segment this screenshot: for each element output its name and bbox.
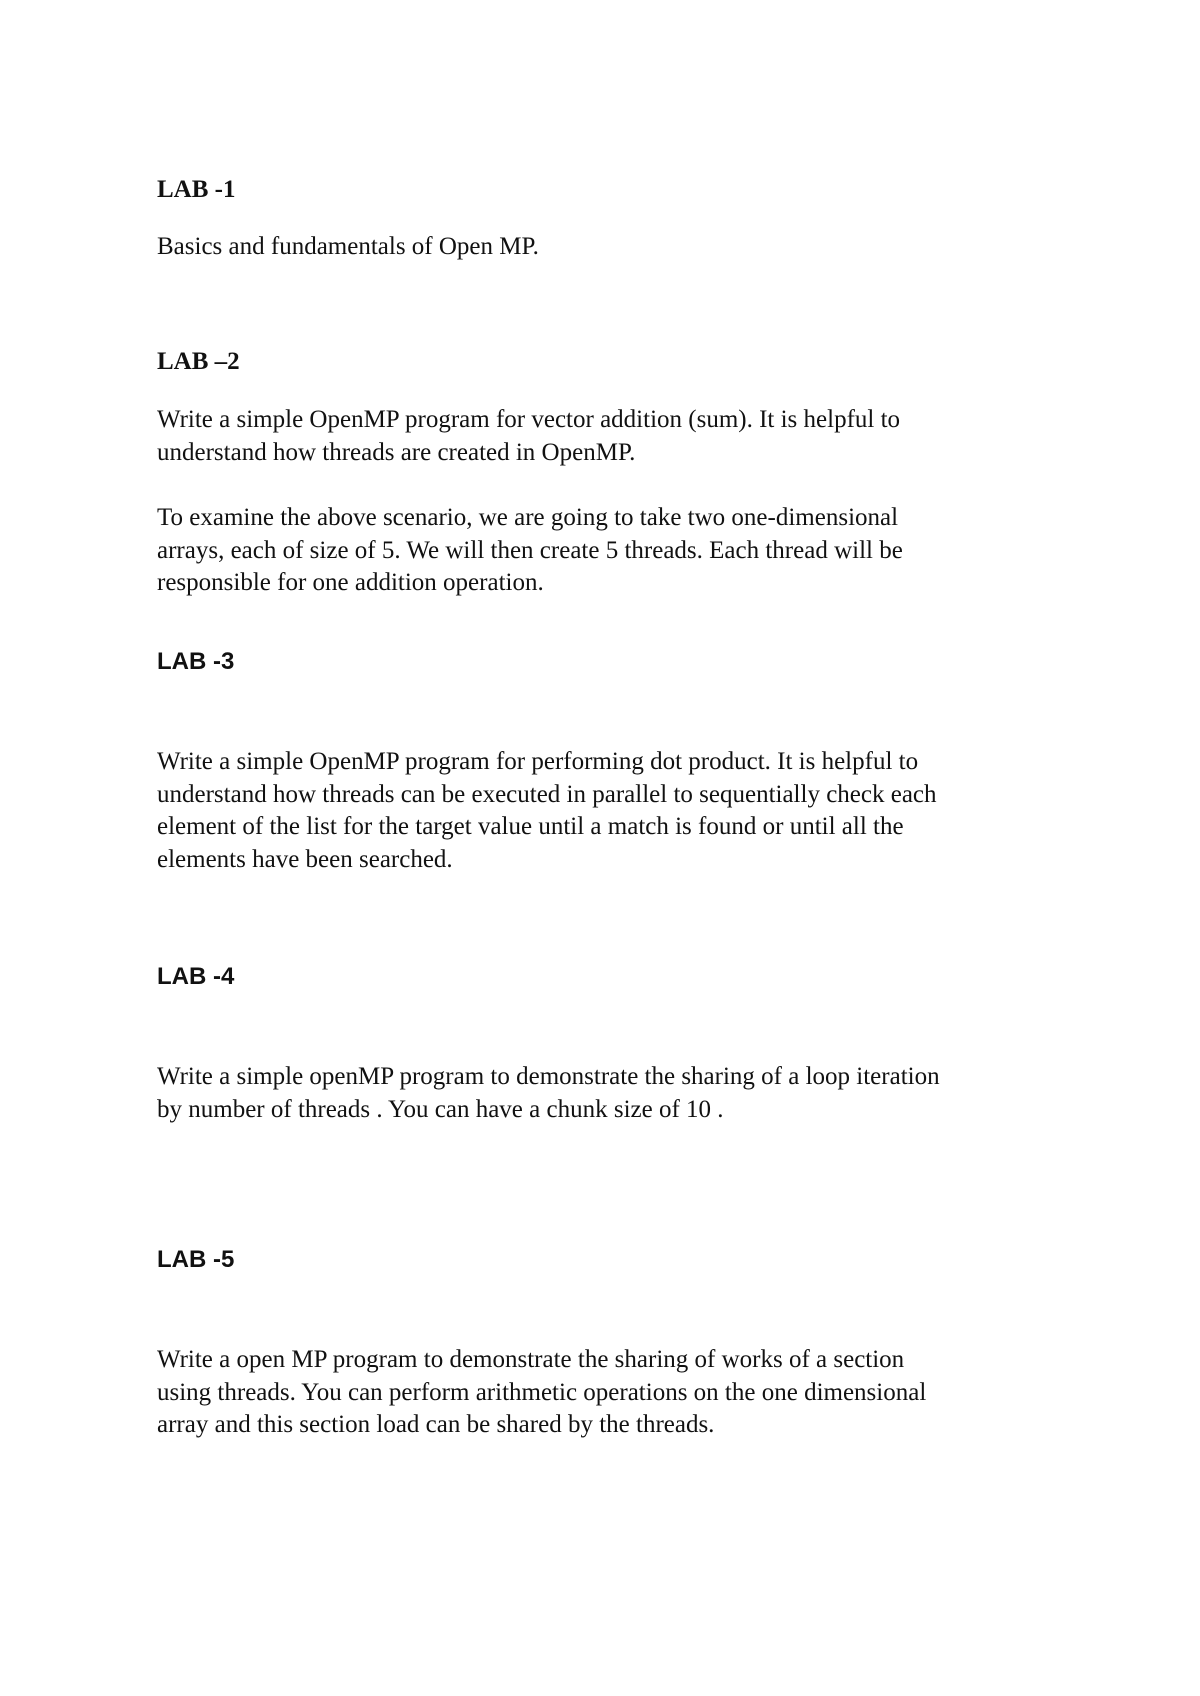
text-line: elements have been searched. bbox=[157, 845, 453, 873]
text-line: To examine the above scenario, we are going to take two one-dimensional bbox=[157, 504, 899, 531]
text-line: Write a simple OpenMP program for vector addition (sum). It is helpful to bbox=[157, 406, 901, 433]
lab-5-heading: LAB -5 bbox=[157, 1246, 235, 1273]
lab-4-heading: LAB -4 bbox=[157, 963, 235, 990]
lab-3-heading: LAB -3 bbox=[157, 648, 235, 675]
text-line: by number of threads . You can have a chunk size of 10 . bbox=[157, 1095, 724, 1123]
text-line: Write a simple OpenMP program for performing dot product. It is helpful to bbox=[157, 748, 919, 775]
lab-4-description bbox=[157, 1061, 1057, 1126]
lab-2-heading: LAB –2 bbox=[157, 348, 240, 375]
lab-1-heading: LAB -1 bbox=[157, 176, 236, 203]
lab-1-description bbox=[157, 231, 1057, 264]
lab-3-description bbox=[157, 746, 1057, 876]
text-line: responsible for one addition operation. bbox=[157, 569, 544, 596]
text-line: understand how threads can be executed in parallel to sequentially check each bbox=[157, 780, 937, 808]
text-line: Write a simple openMP program to demonstrate the sharing of a loop iteration bbox=[157, 1063, 940, 1090]
text-line: array and this section load can be shared by the threads. bbox=[157, 1411, 715, 1438]
text-line: Write a open MP program to demonstrate the sharing of works of a section bbox=[157, 1346, 905, 1373]
text-line: Basics and fundamentals of Open MP. bbox=[157, 233, 539, 260]
text-line: using threads. You can perform arithmetic operations on the one dimensional bbox=[157, 1378, 927, 1406]
lab-2-paragraph-2 bbox=[157, 502, 1057, 600]
text-line: element of the list for the target value until a match is found or until all the bbox=[157, 813, 904, 840]
text-line: arrays, each of size of 5. We will then create 5 threads. Each thread will be bbox=[157, 536, 903, 564]
lab-2-paragraph-1 bbox=[157, 404, 1057, 469]
text-line: understand how threads are created in OpenMP. bbox=[157, 438, 636, 466]
lab-5-description bbox=[157, 1344, 1057, 1442]
